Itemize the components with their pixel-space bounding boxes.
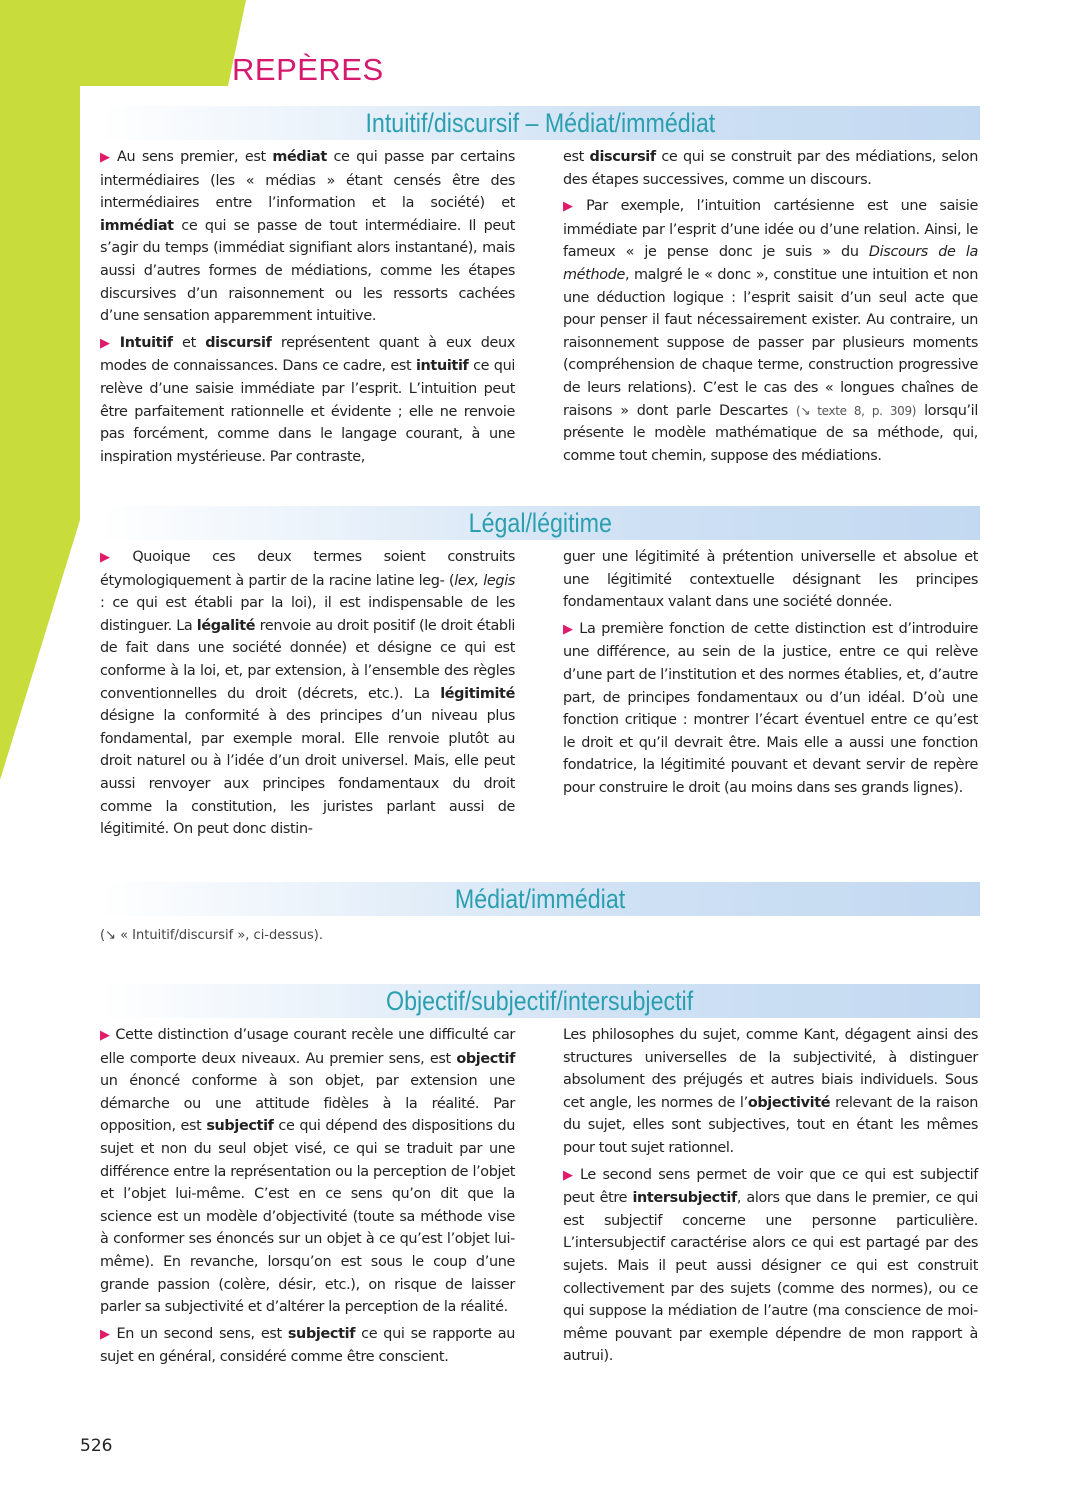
section-heading-intuitif-discursif (100, 106, 980, 140)
triangle-bullet-icon: ▶ (563, 199, 582, 215)
triangle-bullet-icon: ▶ (563, 621, 575, 637)
paragraph: ▶ Par exemple, l’intuition cartésienne est une saisie immédiate par l’esprit d’une idée ou d’une relation. Ainsi, le fameux « je pense donc je suis » du Discours de la méthode, malgré le « donc », constitue une intuition et non une déduction logique : l’esprit saisit d’un seul acte que pour penser il faut nécessairement exister. Au contraire, un raisonnement suppose de passer par plusieurs moments (compréhension de chaque terme, construction progressive de leurs relations). C’est le cas des « longues chaînes de raisons » dont parle Descartes (↘ texte 8, p. 309) lorsqu’il présente le modèle mathématique de sa méthode, qui, comme tout chemin, suppose des médiations. (563, 198, 978, 464)
section-title: Médiat/immédiat (454, 884, 626, 914)
triangle-bullet-icon: ▶ (563, 1167, 575, 1183)
triangle-bullet-icon: ▶ (100, 150, 113, 165)
text-reference: (↘ texte 8, p. 309) (795, 403, 917, 418)
section-heading-legal-legitime (100, 506, 980, 540)
paragraph: ▶ Intuitif et discursif représentent quant à eux deux modes de connaissances. Dans ce cadre, est intuitif ce qui relève d’une saisie immédiate par l’esprit. L’intuition peut être parfaitement rationnelle et évidente ; elle ne renvoie pas forcément, comme dans le langage courant, à une inspiration mystérieuse. Par contraste, (100, 334, 516, 465)
triangle-bullet-icon: ▶ (100, 1326, 112, 1342)
paragraph: est discursif ce qui se construit par des médiations, selon des étapes successives, comme un discours. (563, 149, 978, 188)
section-title: Objectif/subjectif/intersubjectif (386, 986, 694, 1016)
section-label: REPÈRES (232, 52, 384, 87)
triangle-bullet-icon: ▶ (100, 335, 115, 351)
paragraph: guer une légitimité à prétention universelle et absolue et une légitimité contextuelle désignant les principes fondamentaux valant dans une société donnée. (563, 549, 978, 611)
paragraph: ▶ Quoique ces deux termes soient construits étymologiquement à partir de la racine latine leg- (lex, legis : ce qui est établi par la loi), il est indispensable de les distinguer. La légalité renvoie au droit positif (le droit établi de fait dans une société donnée) et désigne ce qui est conforme à la loi, et, par extension, à l’ensemble des règles conventionnelles du droit (décrets, etc.). La légitimité désigne la conformité à des principes d’un niveau plus fondamental, par exemple moral. Elle renvoie plutôt au droit naturel ou à l’idée d’un droit universel. Mais, elle peut aussi renvoyer aux principes fondamentaux du droit comme la constitution, les juristes parlant aussi de légitimité. On peut donc distin- (100, 549, 516, 838)
section-heading-objectif-subjectif (100, 984, 980, 1018)
column-left (100, 546, 515, 845)
section-title: Légal/légitime (468, 508, 612, 538)
triangle-bullet-icon: ▶ (100, 550, 128, 565)
paragraph: Les philosophes du sujet, comme Kant, dégagent ainsi des structures universelles de la subjectivité, à distinguer absolument des préjugés et autres biais individuels. Sous cet angle, les normes de l’objectivité relevant de la raison du sujet, elles sont subjectives, tout en étant les mêmes pour tout sujet rationnel. (563, 1027, 978, 1156)
section-heading-mediat-immediat (100, 882, 980, 916)
section-title: Intuitif/discursif – Médiat/immédiat (365, 108, 715, 138)
column-right (563, 546, 978, 804)
paragraph: ▶ Cette distinction d’usage courant recèle une difficulté car elle comporte deux niveaux. Au premier sens, est objectif un énoncé conforme à son objet, par extension une démarche ou une attitude fidèles à la réalité. Par opposition, est subjectif ce qui dépend des dispositions du sujet et non du seul objet visé, ce qui se traduit par une différence entre la représentation ou la perception de l’objet et l’objet lui-même. C’est en ce sens qu’on dit que la science est un modèle d’objectivité (toute sa méthode vise à conformer ses énoncés sur un objet à ce qu’est l’objet lui-même). En revanche, lorsqu’on est sous le coup d’une grande passion (colère, désir, etc.), on risque de laisser parler sa subjectivité et d’altérer la perception de la réalité. (100, 1027, 515, 1316)
triangle-bullet-icon: ▶ (100, 1028, 111, 1043)
cross-reference: (↘ « Intuitif/discursif », ci-dessus). (100, 928, 324, 943)
paragraph: ▶ Le second sens permet de voir que ce qui est subjectif peut être intersubjectif, alors que dans le premier, ce qui est subjectif concerne une personne particulière. L’intersubjectif caractérise alors ce qui est partagé par des sujets. Mais il peut aussi désigner ce qui est construit collectivement par des sujets (comme des normes), ou ce qui suppose la médiation de l’autre (ma conscience de moi-même pouvant par exemple dépendre de mon rapport à autrui). (563, 1166, 978, 1365)
page-number: 526 (80, 1436, 113, 1456)
column-right (563, 146, 978, 471)
paragraph: ▶ La première fonction de cette distinction est d’introduire une différence, au sein de la justice, entre ce qui relève d’une part de l’institution et des normes établies, et, d’autre part, de principes fondamentaux ou d’un idéal. D’où une fonction critique : montrer l’écart éventuel entre ce qu’est le droit et qu’il devrait être. Mais elle a aussi une fonction fondatrice, la légitimité pouvant et devant servir de repère pour construire le droit (au moins dans ses grands lignes). (563, 620, 978, 796)
paragraph: ▶ En un second sens, est subjectif ce qui se rapporte au sujet en général, considéré comme être conscient. (100, 1325, 516, 1366)
column-right (563, 1024, 978, 1372)
paragraph: ▶ Au sens premier, est médiat ce qui passe par certains intermédiaires (les « médias » étant censés être des intermédiaires entre l’information et la société) et immédiat ce qui se passe de tout intermédiaire. Il peut s’agir du temps (immédiat signifiant alors instantané), mais aussi d’autres formes de médiations, comme les étapes discursives d’un raisonnement ou les ressorts cachées d’une sensation apparemment intuitive. (100, 149, 515, 325)
column-left (100, 146, 515, 472)
column-left (100, 1024, 515, 1373)
